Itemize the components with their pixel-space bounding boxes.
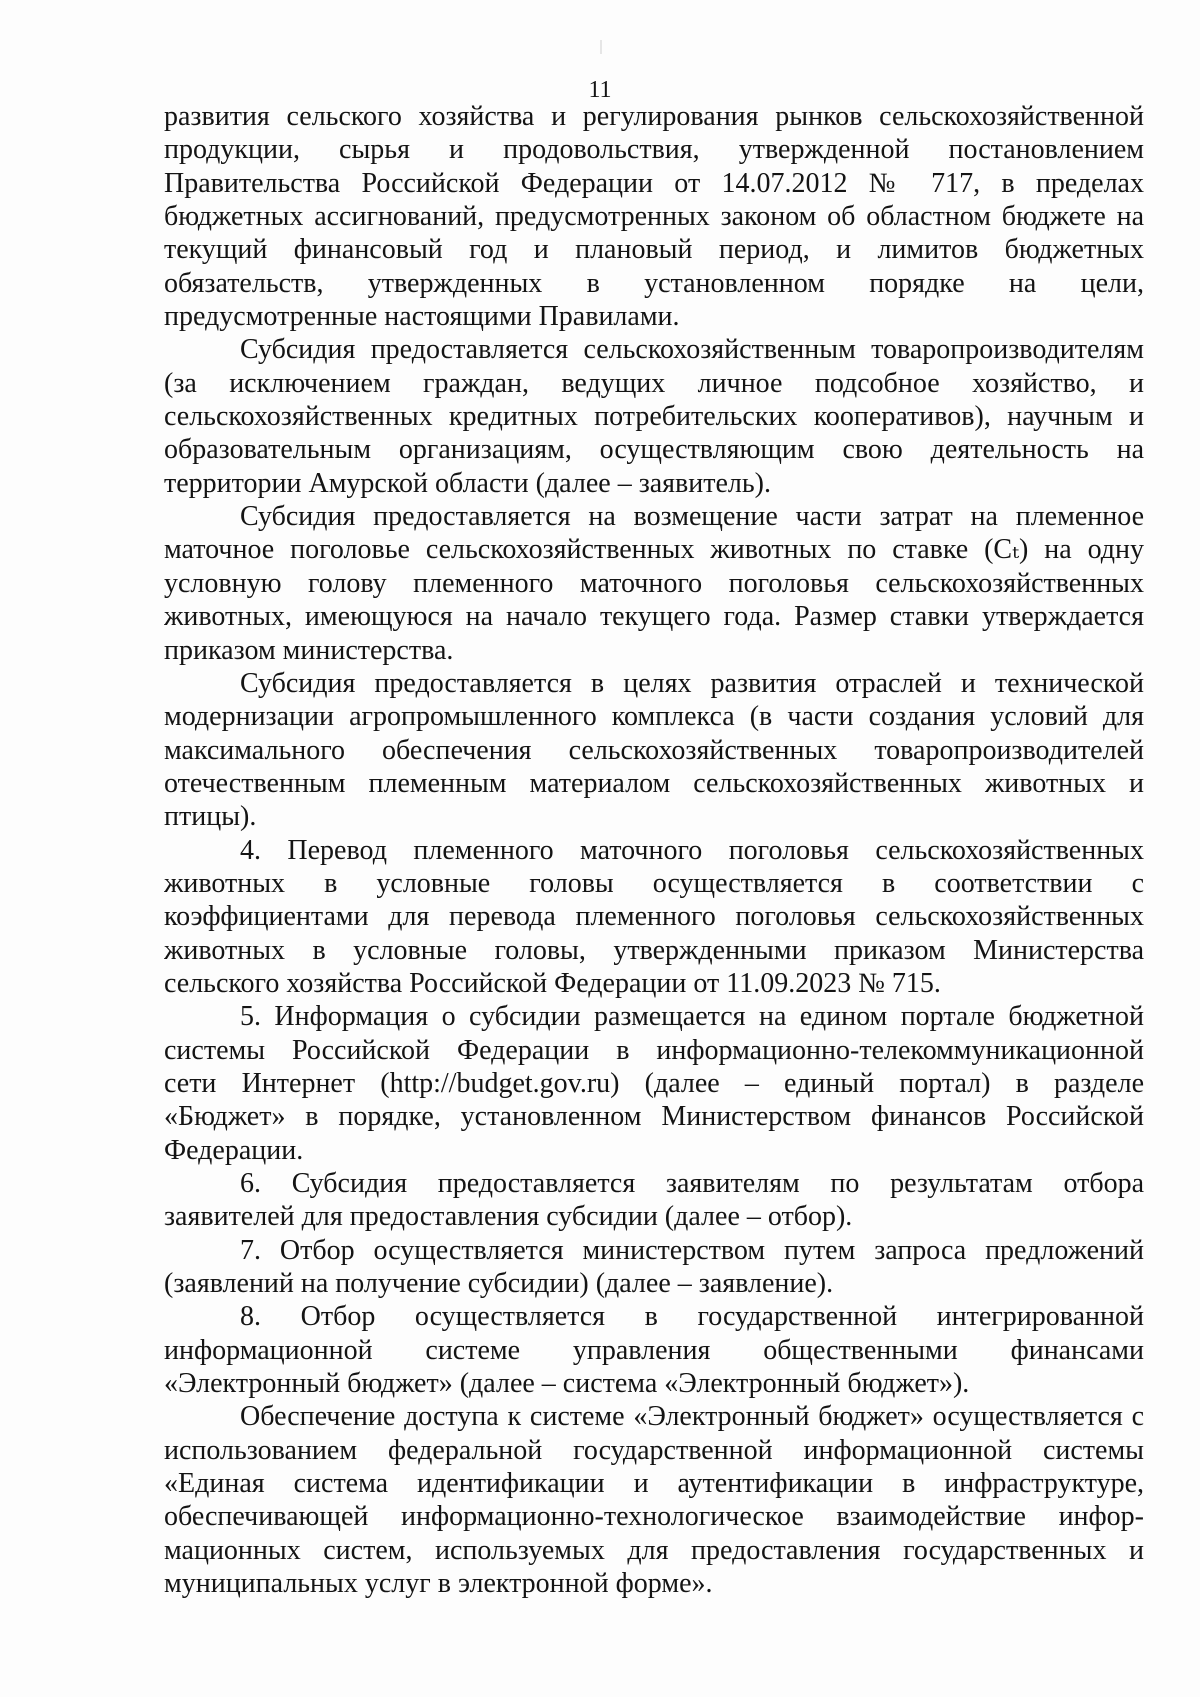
text-line: 6. Субсидия предоставляется заявителям по результатам отбора <box>240 1168 1144 1199</box>
text-line: условную голову племенного маточного поголовья сельскохозяйственных <box>164 567 1144 599</box>
text-line: «Электронный бюджет» (далее – система «Электронный бюджет»). <box>164 1368 970 1400</box>
text-line: развития сельского хозяйства и регулирования рынков сельскохозяйственной <box>164 101 1144 132</box>
text-line: Обеспечение доступа к системе «Электронный бюджет» осуществляется с <box>240 1401 1144 1433</box>
text-line: территории Амурской области (далее – заявитель). <box>164 467 771 499</box>
text-line: птицы). <box>164 801 257 833</box>
text-line: (за исключением граждан, ведущих личное подсобное хозяйство, и <box>164 367 1144 399</box>
text-line: образовательным организациям, осуществляющим свою деятельность на <box>164 434 1144 466</box>
text-line: использованием федеральной государственной информационной системы <box>164 1434 1144 1466</box>
text-line: (заявлений на получение субсидии) (далее – заявление). <box>164 1268 834 1300</box>
text-line: Субсидия предоставляется в целях развития отраслей и технической <box>240 667 1144 699</box>
text-line: 7. Отбор осуществляется министерством путем запроса предложений <box>240 1234 1144 1266</box>
text-line: 5. Информация о субсидии размещается на едином портале бюджетной <box>240 1001 1144 1033</box>
text-line: маточное поголовье сельскохозяйственных животных по ставке (Cₜ) на одну <box>164 534 1144 566</box>
text-line: «Бюджет» в порядке, установленном Министерством финансов Российской <box>164 1101 1144 1133</box>
text-line: предусмотренные настоящими Правилами. <box>164 301 680 333</box>
page-number: 11 <box>588 77 612 103</box>
text-line: системы Российской Федерации в информационно-телекоммуникационной <box>164 1034 1144 1066</box>
text-line: отечественным племенным материалом сельскохозяйственных животных и <box>164 767 1144 799</box>
text-line: бюджетных ассигнований, предусмотренных законом об областном бюджете на <box>164 201 1144 233</box>
text-line: коэффициентами для перевода племенного поголовья сельскохозяйственных <box>164 901 1144 933</box>
text-line: Субсидия предоставляется на возмещение части затрат на племенное <box>240 501 1144 533</box>
scan-artifact <box>600 40 602 54</box>
text-line: Федерации. <box>164 1134 304 1166</box>
text-line: сельскохозяйственных кредитных потребительских кооперативов), научным и <box>164 401 1144 433</box>
text-line: животных в условные головы, утвержденными приказом Министерства <box>164 934 1144 966</box>
text-line: максимального обеспечения сельскохозяйственных товаропроизводителей <box>164 734 1144 766</box>
text-line: сети Интернет (http://budget.gov.ru) (далее – единый портал) в разделе <box>164 1067 1144 1099</box>
text-line: муниципальных услуг в электронной форме». <box>164 1568 713 1600</box>
text-line: сельского хозяйства Российской Федерации от 11.09.2023 № 715. <box>164 967 941 999</box>
text-line: информационной системе управления общественными финансами <box>164 1334 1144 1366</box>
text-line: животных в условные головы осуществляется в соответствии с <box>164 867 1144 899</box>
text-line: заявителей для предоставления субсидии (далее – отбор). <box>164 1201 853 1233</box>
text-line: обеспечивающей информационно-технологическое взаимодействие инфор- <box>164 1501 1144 1533</box>
text-line: мационных систем, используемых для предоставления государственных и <box>164 1534 1144 1566</box>
document-body <box>164 100 1144 1600</box>
text-line: животных, имеющуюся на начало текущего года. Размер ставки утверждается <box>164 601 1144 633</box>
text-line: модернизации агропромышленного комплекса (в части создания условий для <box>164 701 1144 733</box>
text-line: «Единая система идентификации и аутентификации в инфраструктуре, <box>164 1468 1144 1500</box>
text-line: продукции, сырья и продовольствия, утвержденной постановлением <box>164 134 1144 166</box>
text-line: 8. Отбор осуществляется в государственной интегрированной <box>240 1301 1144 1333</box>
text-line: Субсидия предоставляется сельскохозяйственным товаропроизводителям <box>240 334 1144 366</box>
text-line: обязательств, утвержденных в установленном порядке на цели, <box>164 267 1144 299</box>
text-line: приказом министерства. <box>164 634 454 666</box>
text-line: Правительства Российской Федерации от 14.07.2012 № 717, в пределах <box>164 167 1144 199</box>
text-line: текущий финансовый год и плановый период, и лимитов бюджетных <box>164 234 1144 266</box>
text-line: 4. Перевод племенного маточного поголовья сельскохозяйственных <box>240 834 1144 866</box>
